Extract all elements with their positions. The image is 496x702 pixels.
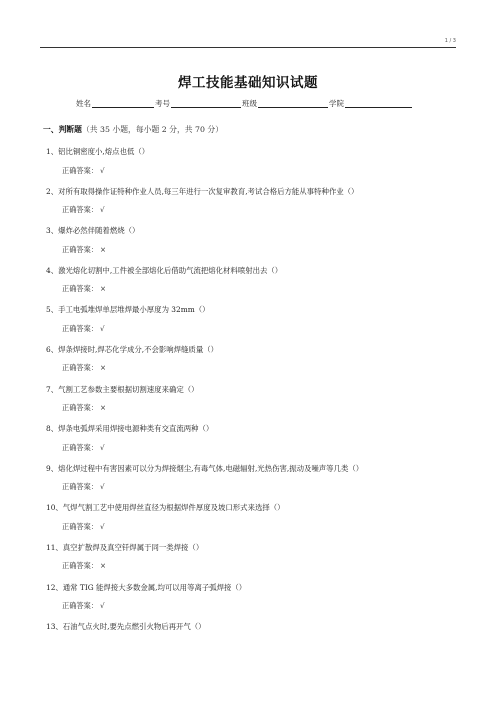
question-answer [62,245,106,255]
header-rule [40,47,456,48]
class-label: 班级 [242,99,257,108]
school-label: 学院 [329,99,344,108]
answer-label: 正确答案： [62,363,98,373]
question-item [46,344,466,384]
answer-label: 正确答案： [62,521,98,531]
answer-value: √ [99,482,105,492]
id-blank[interactable] [171,99,241,108]
question-item [46,423,466,463]
question-item [46,384,466,424]
question-item [46,582,466,622]
question-text: 12、通常 TIG 能焊接大多数金属,均可以用等离子弧焊接（） [46,582,247,592]
answer-label: 正确答案： [62,284,98,294]
answer-value: √ [99,601,105,611]
question-text: 2、对所有取得操作证特种作业人员,每三年进行一次复审教育,考试合格后方能从事特种作业（） [46,186,359,196]
answer-value: √ [99,442,105,452]
answer-label: 正确答案： [62,482,98,492]
page-number: 1 / 3 [444,38,456,44]
question-item [46,502,466,542]
answer-value: × [99,244,106,254]
question-text: 4、激光熔化切割中,工件被全部熔化后借助气流把熔化材料喷射出去（） [46,265,283,275]
question-text: 1、铝比铜密度小,熔点也低（） [46,147,150,156]
id-label: 考号 [155,99,170,108]
question-item [46,542,466,582]
question-text: 6、焊条焊接时,焊芯化学成分,不会影响焊缝质量（） [46,344,218,354]
question-text: 5、手工电弧堆焊单层堆焊最小厚度为 32mm（） [46,305,210,315]
name-label: 姓名 [76,99,91,108]
answer-label: 正确答案： [62,244,98,254]
answer-label: 正确答案： [62,323,98,333]
question-answer [62,403,106,413]
question-answer [62,205,105,215]
answer-label: 正确答案： [62,165,98,175]
question-answer [62,561,106,571]
section-title: 一、判断题 [43,125,82,134]
question-text: 3、爆炸必然伴随着燃烧（） [46,226,140,236]
question-item [46,621,466,661]
answer-value: × [99,561,106,571]
answer-value: × [99,284,106,294]
student-info-line [76,98,413,109]
question-item [46,186,466,226]
question-answer [62,363,106,373]
answer-value: × [99,403,106,413]
question-item [46,304,466,344]
section-description: （共 35 小题，每小题 2 分，共 70 分） [81,125,224,134]
question-answer [62,324,105,334]
question-text: 13、石油气点火时,要先点燃引火物后再开气（） [46,622,206,632]
answer-value: √ [99,165,105,175]
question-item [46,463,466,503]
answer-label: 正确答案： [62,442,98,452]
question-item [46,225,466,265]
answer-value: √ [99,323,105,333]
question-answer [62,166,105,176]
question-answer [62,522,105,532]
answer-value: √ [99,521,105,531]
question-text: 7、气割工艺参数主要根据切割速度来确定（） [46,384,199,394]
question-text: 10、气焊气割工艺中使用焊丝直径为根据焊件厚度及坡口形式来选择（） [46,503,285,513]
school-blank[interactable] [345,99,412,108]
answer-label: 正确答案： [62,403,98,413]
question-text: 11、真空扩散焊及真空钎焊属于同一类焊接（） [46,542,204,552]
question-answer [62,601,105,611]
question-list [46,146,466,661]
question-answer [62,443,105,453]
section-heading [43,124,223,135]
answer-label: 正确答案： [62,561,98,571]
question-item [46,265,466,305]
document-title: 焊工技能基础知识试题 [178,75,318,91]
question-text: 9、熔化焊过程中有害因素可以分为焊接烟尘,有毒气体,电磁辐射,光热伤害,振动及噪声等几类（） [46,463,364,473]
question-answer [62,284,106,294]
answer-value: √ [99,205,105,215]
question-text: 8、焊条电弧焊采用焊接电源种类有交直流两种（） [46,424,214,434]
name-blank[interactable] [92,99,154,108]
class-blank[interactable] [258,99,328,108]
question-item [46,146,466,186]
answer-label: 正确答案： [62,601,98,611]
answer-value: × [99,363,106,373]
answer-label: 正确答案： [62,205,98,215]
question-answer [62,482,105,492]
